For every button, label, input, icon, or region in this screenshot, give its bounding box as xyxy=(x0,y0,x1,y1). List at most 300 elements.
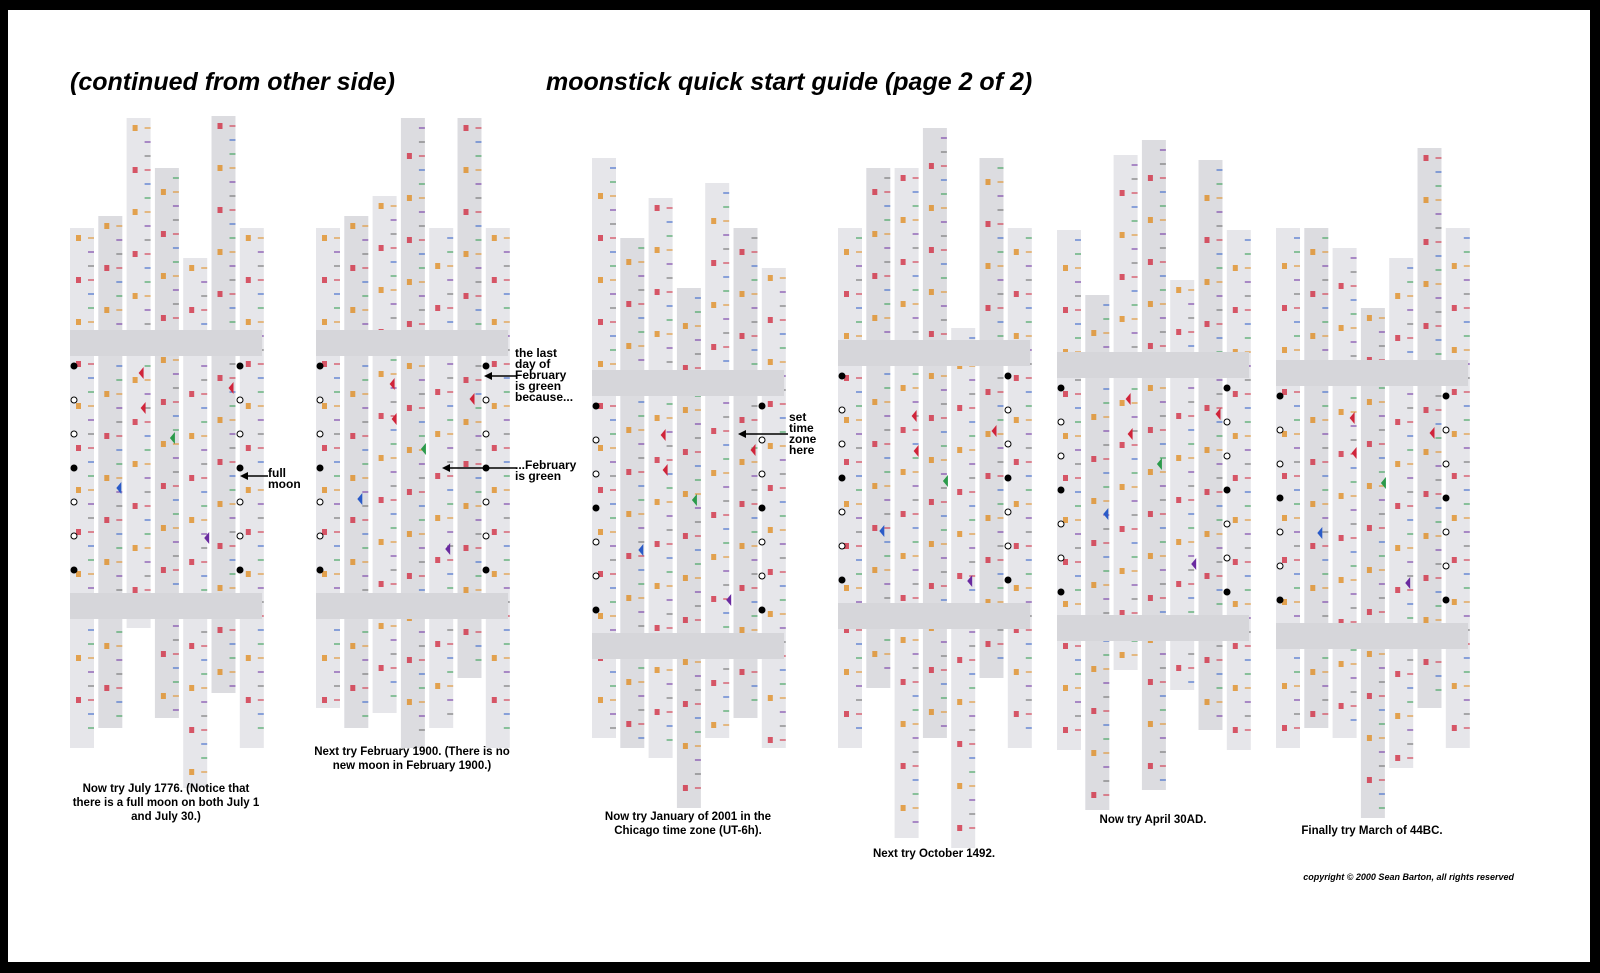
digit-mark xyxy=(133,293,138,299)
digit-mark xyxy=(929,709,934,715)
digit-mark xyxy=(768,695,773,701)
digit-mark xyxy=(844,585,849,591)
digit-mark xyxy=(711,512,716,518)
digit-mark xyxy=(1120,400,1125,406)
digit-mark xyxy=(492,319,497,325)
digit-mark xyxy=(1091,666,1096,672)
digit-mark xyxy=(872,231,877,237)
header-title: moonstick quick start guide (page 2 of 2) xyxy=(546,68,1033,96)
band-top xyxy=(592,370,784,396)
moon-phase-icon xyxy=(1443,597,1449,603)
digit-mark xyxy=(626,427,631,433)
digit-mark xyxy=(379,245,384,251)
moonstick-diagram-2 xyxy=(316,108,508,748)
moon-phase-icon xyxy=(1058,419,1064,425)
digit-mark xyxy=(1310,585,1315,591)
digit-mark xyxy=(1452,515,1457,521)
digit-mark xyxy=(1310,669,1315,675)
digit-mark xyxy=(768,317,773,323)
digit-mark xyxy=(1014,711,1019,717)
digit-mark xyxy=(655,457,660,463)
digit-mark xyxy=(1120,274,1125,280)
strip xyxy=(486,228,510,748)
digit-mark xyxy=(133,377,138,383)
digit-mark xyxy=(957,783,962,789)
digit-mark xyxy=(768,275,773,281)
digit-mark xyxy=(435,515,440,521)
digit-mark xyxy=(1339,325,1344,331)
digit-mark xyxy=(957,699,962,705)
digit-mark xyxy=(986,431,991,437)
digit-mark xyxy=(1339,409,1344,415)
digit-mark xyxy=(1014,501,1019,507)
digit-mark xyxy=(1120,442,1125,448)
digit-mark xyxy=(322,277,327,283)
digit-mark xyxy=(986,305,991,311)
digit-mark xyxy=(1205,405,1210,411)
digit-mark xyxy=(161,525,166,531)
digit-mark xyxy=(104,307,109,313)
digit-mark xyxy=(901,217,906,223)
digit-mark xyxy=(1148,175,1153,181)
digit-mark xyxy=(1367,483,1372,489)
digit-mark xyxy=(104,643,109,649)
digit-mark xyxy=(133,587,138,593)
digit-mark xyxy=(957,657,962,663)
digit-mark xyxy=(1282,557,1287,563)
digit-mark xyxy=(435,389,440,395)
full-moon-annotation: full moon xyxy=(268,466,301,491)
moon-phase-icon xyxy=(1224,385,1230,391)
moon-phase-icon xyxy=(483,499,489,505)
digit-mark xyxy=(1395,545,1400,551)
moonstick-panel-2 xyxy=(316,108,508,748)
moon-phase-icon xyxy=(593,573,599,579)
digit-mark xyxy=(379,581,384,587)
digit-mark xyxy=(1063,475,1068,481)
digit-mark xyxy=(492,235,497,241)
digit-mark xyxy=(1395,335,1400,341)
digit-mark xyxy=(189,433,194,439)
moon-phase-icon xyxy=(1277,529,1283,535)
moon-phase-icon xyxy=(839,509,845,515)
digit-mark xyxy=(901,511,906,517)
digit-mark xyxy=(1148,721,1153,727)
digit-mark xyxy=(1148,217,1153,223)
moonstick-diagram-5 xyxy=(1057,130,1249,810)
digit-mark xyxy=(1395,587,1400,593)
digit-mark xyxy=(189,727,194,733)
digit-mark xyxy=(986,179,991,185)
digit-mark xyxy=(435,641,440,647)
digit-mark xyxy=(161,483,166,489)
digit-mark xyxy=(740,585,745,591)
moon-phase-icon xyxy=(1005,407,1011,413)
moonstick-panel-5 xyxy=(1057,130,1249,810)
moonstick-panel-6 xyxy=(1276,138,1468,818)
digit-mark xyxy=(407,531,412,537)
digit-mark xyxy=(1233,307,1238,313)
digit-mark xyxy=(1310,459,1315,465)
digit-mark xyxy=(1014,375,1019,381)
digit-mark xyxy=(986,515,991,521)
digit-mark xyxy=(464,167,469,173)
digit-mark xyxy=(492,529,497,535)
digit-mark xyxy=(218,375,223,381)
digit-mark xyxy=(407,153,412,159)
digit-mark xyxy=(492,403,497,409)
digit-mark xyxy=(218,627,223,633)
strip xyxy=(344,216,368,728)
moon-phase-icon xyxy=(317,431,323,437)
digit-mark xyxy=(768,611,773,617)
digit-mark xyxy=(435,683,440,689)
digit-mark xyxy=(379,497,384,503)
moon-phase-icon xyxy=(1058,521,1064,527)
moon-phase-icon xyxy=(839,543,845,549)
digit-mark xyxy=(379,455,384,461)
digit-mark xyxy=(1339,493,1344,499)
moon-phase-icon xyxy=(1005,475,1011,481)
digit-mark xyxy=(655,331,660,337)
digit-mark xyxy=(1424,491,1429,497)
moon-phase-icon xyxy=(1005,441,1011,447)
moon-phase-icon xyxy=(759,573,765,579)
digit-mark xyxy=(1367,315,1372,321)
moon-phase-icon xyxy=(839,407,845,413)
digit-mark xyxy=(435,305,440,311)
band-bottom xyxy=(592,633,784,659)
digit-mark xyxy=(1282,515,1287,521)
digit-mark xyxy=(1148,763,1153,769)
digit-mark xyxy=(1310,291,1315,297)
moon-phase-icon xyxy=(839,373,845,379)
digit-mark xyxy=(435,473,440,479)
moon-phase-icon xyxy=(237,363,243,369)
digit-mark xyxy=(1063,643,1068,649)
digit-mark xyxy=(189,265,194,271)
digit-mark xyxy=(189,307,194,313)
digit-mark xyxy=(246,361,251,367)
moon-phase-icon xyxy=(1005,577,1011,583)
digit-mark xyxy=(901,679,906,685)
digit-mark xyxy=(246,571,251,577)
digit-mark xyxy=(1063,307,1068,313)
digit-mark xyxy=(189,391,194,397)
digit-mark xyxy=(872,273,877,279)
digit-mark xyxy=(1205,573,1210,579)
digit-mark xyxy=(1452,305,1457,311)
moon-phase-icon xyxy=(483,397,489,403)
digit-mark xyxy=(1395,671,1400,677)
digit-mark xyxy=(1120,568,1125,574)
digit-mark xyxy=(844,459,849,465)
digit-mark xyxy=(1282,263,1287,269)
digit-mark xyxy=(1176,665,1181,671)
digit-mark xyxy=(379,665,384,671)
moon-phase-icon xyxy=(483,363,489,369)
digit-mark xyxy=(768,443,773,449)
digit-mark xyxy=(1452,473,1457,479)
digit-mark xyxy=(901,763,906,769)
digit-mark xyxy=(740,627,745,633)
digit-mark xyxy=(1205,195,1210,201)
digit-mark xyxy=(1233,601,1238,607)
digit-mark xyxy=(1424,323,1429,329)
strip xyxy=(1389,258,1413,768)
moon-phase-icon xyxy=(1277,597,1283,603)
digit-mark xyxy=(1233,391,1238,397)
digit-mark xyxy=(133,251,138,257)
digit-mark xyxy=(1452,389,1457,395)
digit-mark xyxy=(683,407,688,413)
digit-mark xyxy=(1367,525,1372,531)
digit-mark xyxy=(1120,652,1125,658)
digit-mark xyxy=(1424,449,1429,455)
digit-mark xyxy=(683,533,688,539)
digit-mark xyxy=(1424,197,1429,203)
moon-phase-icon xyxy=(1224,419,1230,425)
digit-mark xyxy=(711,218,716,224)
digit-mark xyxy=(104,559,109,565)
digit-mark xyxy=(379,413,384,419)
digit-mark xyxy=(189,475,194,481)
digit-mark xyxy=(407,573,412,579)
digit-mark xyxy=(322,403,327,409)
digit-mark xyxy=(1367,441,1372,447)
digit-mark xyxy=(1452,683,1457,689)
digit-mark xyxy=(76,445,81,451)
digit-mark xyxy=(1205,237,1210,243)
digit-mark xyxy=(218,165,223,171)
digit-mark xyxy=(768,359,773,365)
digit-mark xyxy=(872,189,877,195)
moon-phase-icon xyxy=(1058,385,1064,391)
digit-mark xyxy=(350,517,355,523)
copyright-notice: copyright © 2000 Sean Barton, all rights reserved xyxy=(1303,872,1514,882)
time-zone-annotation: set time zone here xyxy=(789,410,817,457)
digit-mark xyxy=(872,651,877,657)
digit-mark xyxy=(161,231,166,237)
digit-mark xyxy=(1148,259,1153,265)
digit-mark xyxy=(929,541,934,547)
digit-mark xyxy=(1395,503,1400,509)
digit-mark xyxy=(1148,427,1153,433)
digit-mark xyxy=(598,613,603,619)
moon-phase-icon xyxy=(317,533,323,539)
digit-mark xyxy=(218,585,223,591)
digit-mark xyxy=(246,697,251,703)
digit-mark xyxy=(1148,511,1153,517)
digit-mark xyxy=(492,445,497,451)
digit-mark xyxy=(655,289,660,295)
digit-mark xyxy=(1424,533,1429,539)
digit-mark xyxy=(1176,497,1181,503)
digit-mark xyxy=(161,357,166,363)
digit-mark xyxy=(986,557,991,563)
moon-phase-icon xyxy=(759,471,765,477)
digit-mark xyxy=(957,573,962,579)
digit-mark xyxy=(350,433,355,439)
digit-mark xyxy=(1395,461,1400,467)
digit-mark xyxy=(1282,725,1287,731)
digit-mark xyxy=(322,319,327,325)
digit-mark xyxy=(350,307,355,313)
digit-mark xyxy=(1424,659,1429,665)
moon-phase-icon xyxy=(759,403,765,409)
digit-mark xyxy=(1395,755,1400,761)
strip xyxy=(1304,228,1328,728)
digit-mark xyxy=(683,785,688,791)
digit-mark xyxy=(407,321,412,327)
digit-mark xyxy=(844,501,849,507)
digit-mark xyxy=(1176,581,1181,587)
moonstick-diagram-3 xyxy=(592,148,784,808)
digit-mark xyxy=(1424,239,1429,245)
moon-phase-icon xyxy=(237,567,243,573)
digit-mark xyxy=(1014,543,1019,549)
digit-mark xyxy=(464,419,469,425)
moon-phase-icon xyxy=(593,471,599,477)
digit-mark xyxy=(901,721,906,727)
digit-mark xyxy=(1091,792,1096,798)
digit-mark xyxy=(1148,553,1153,559)
digit-mark xyxy=(957,741,962,747)
digit-mark xyxy=(104,433,109,439)
moon-phase-icon xyxy=(317,499,323,505)
digit-mark xyxy=(1205,321,1210,327)
digit-mark xyxy=(464,587,469,593)
moon-phase-icon xyxy=(1058,487,1064,493)
digit-mark xyxy=(626,301,631,307)
digit-mark xyxy=(1014,459,1019,465)
digit-mark xyxy=(1176,329,1181,335)
full-moon-arrow-icon xyxy=(240,470,270,482)
digit-mark xyxy=(1367,651,1372,657)
digit-mark xyxy=(1014,585,1019,591)
last-day-annotation: the last day of February is green because... xyxy=(515,346,574,404)
digit-mark xyxy=(929,163,934,169)
digit-mark xyxy=(626,259,631,265)
caption-1: Now try July 1776. (Notice that there is a full moon on both July 1 and July 30.) xyxy=(72,783,260,823)
digit-mark xyxy=(1424,617,1429,623)
digit-mark xyxy=(161,189,166,195)
moon-phase-icon xyxy=(1058,589,1064,595)
digit-mark xyxy=(901,259,906,265)
digit-mark xyxy=(161,315,166,321)
digit-mark xyxy=(929,499,934,505)
moonstick-diagram-1 xyxy=(70,108,262,788)
digit-mark xyxy=(655,667,660,673)
digit-mark xyxy=(844,711,849,717)
digit-mark xyxy=(1367,609,1372,615)
digit-mark xyxy=(957,825,962,831)
digit-mark xyxy=(683,449,688,455)
digit-mark xyxy=(407,447,412,453)
digit-mark xyxy=(1452,263,1457,269)
digit-mark xyxy=(1452,347,1457,353)
digit-mark xyxy=(1148,469,1153,475)
moon-phase-icon xyxy=(1224,521,1230,527)
digit-mark xyxy=(133,125,138,131)
digit-mark xyxy=(740,333,745,339)
moonstick-panel-3 xyxy=(592,148,784,808)
moon-phase-icon xyxy=(71,465,77,471)
digit-mark xyxy=(901,175,906,181)
strip xyxy=(1142,140,1166,790)
strip xyxy=(923,128,947,738)
strip xyxy=(155,168,179,718)
strip xyxy=(1446,228,1470,748)
moon-phase-icon xyxy=(593,403,599,409)
digit-mark xyxy=(492,571,497,577)
moon-phase-icon xyxy=(71,397,77,403)
digit-mark xyxy=(246,487,251,493)
digit-mark xyxy=(407,195,412,201)
digit-mark xyxy=(1282,305,1287,311)
moon-phase-icon xyxy=(1224,453,1230,459)
moon-phase-icon xyxy=(1058,555,1064,561)
strip xyxy=(373,196,397,713)
digit-mark xyxy=(1120,484,1125,490)
digit-mark xyxy=(1014,291,1019,297)
digit-mark xyxy=(1091,750,1096,756)
digit-mark xyxy=(218,417,223,423)
digit-mark xyxy=(768,527,773,533)
digit-mark xyxy=(1233,643,1238,649)
digit-mark xyxy=(464,125,469,131)
digit-mark xyxy=(407,489,412,495)
digit-mark xyxy=(104,685,109,691)
digit-mark xyxy=(901,427,906,433)
digit-mark xyxy=(189,769,194,775)
digit-mark xyxy=(218,669,223,675)
digit-mark xyxy=(76,697,81,703)
moonstick-diagram-6 xyxy=(1276,138,1468,818)
digit-mark xyxy=(1148,679,1153,685)
digit-mark xyxy=(1395,713,1400,719)
digit-mark xyxy=(957,447,962,453)
digit-mark xyxy=(435,431,440,437)
digit-mark xyxy=(322,655,327,661)
moon-phase-icon xyxy=(317,465,323,471)
february-green-annotation: ...February is green xyxy=(515,458,577,483)
caption-4: Next try October 1492. xyxy=(872,848,996,860)
digit-mark xyxy=(1367,777,1372,783)
moon-phase-icon xyxy=(593,505,599,511)
digit-mark xyxy=(901,301,906,307)
band-bottom xyxy=(316,593,508,619)
digit-mark xyxy=(768,485,773,491)
digit-mark xyxy=(76,277,81,283)
strip xyxy=(429,228,453,728)
moon-phase-icon xyxy=(839,577,845,583)
header-left: (continued from other side) xyxy=(70,68,395,96)
digit-mark xyxy=(598,487,603,493)
band-bottom xyxy=(70,593,262,619)
digit-mark xyxy=(598,445,603,451)
digit-mark xyxy=(1148,385,1153,391)
digit-mark xyxy=(379,623,384,629)
digit-mark xyxy=(492,487,497,493)
moon-phase-icon xyxy=(317,567,323,573)
digit-mark xyxy=(1205,531,1210,537)
digit-mark xyxy=(407,657,412,663)
digit-mark xyxy=(844,249,849,255)
digit-mark xyxy=(1063,265,1068,271)
digit-mark xyxy=(218,459,223,465)
caption-6: Finally try March of 44BC. xyxy=(1301,825,1443,837)
